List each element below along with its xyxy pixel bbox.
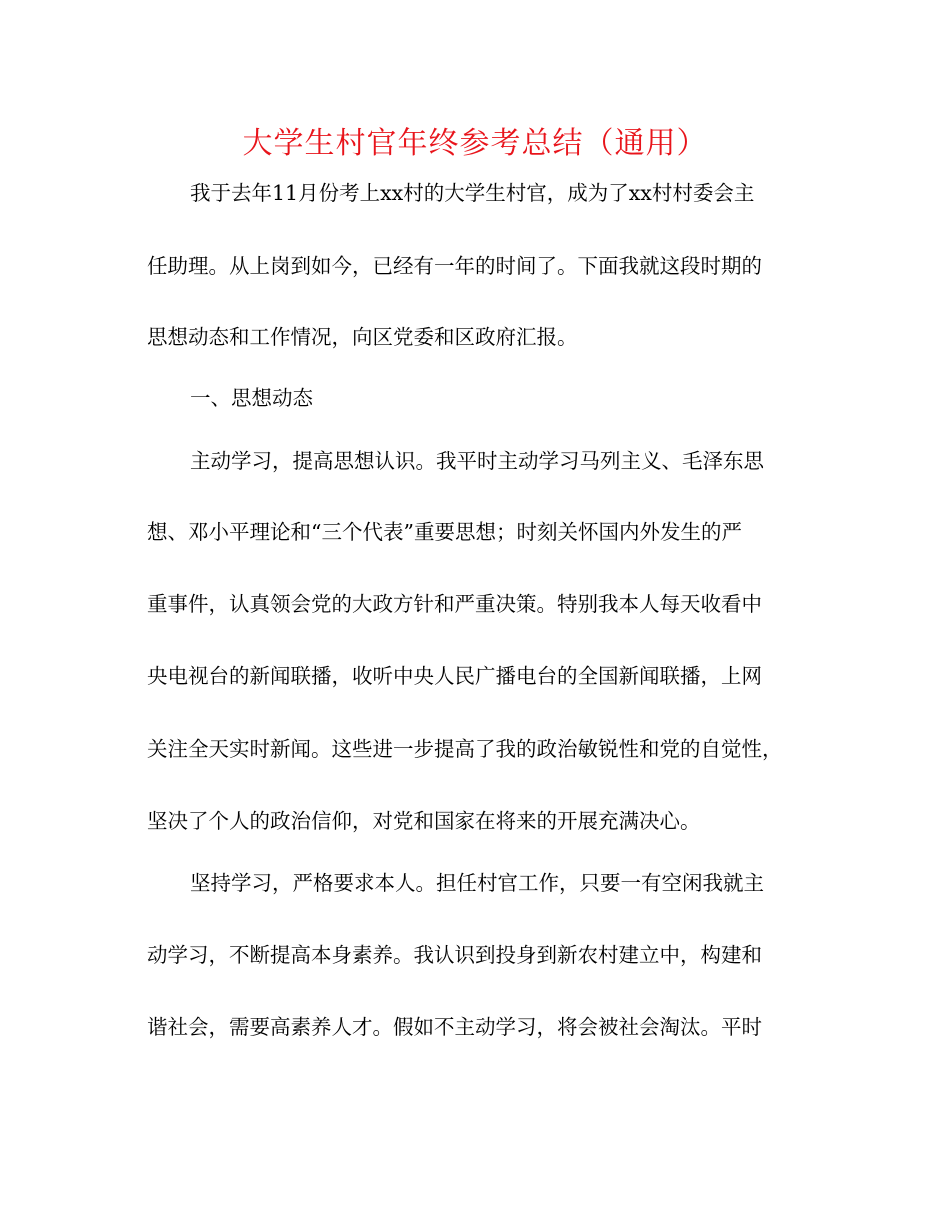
paragraph-line: 主动学习，提高思想认识。我平时主动学习马列主义、毛泽东思 bbox=[190, 449, 764, 473]
paragraph-line: 想、邓小平理论和“三个代表”重要思想；时刻关怀国内外发生的严 bbox=[147, 520, 742, 544]
paragraph-line: 重事件，认真领会党的大政方针和严重决策。特别我本人每天收看中 bbox=[147, 592, 762, 616]
paragraph-line: 我于去年11月份考上xx村的大学生村官，成为了xx村村委会主 bbox=[190, 181, 755, 205]
paragraph-line: 央电视台的新闻联播，收听中央人民广播电台的全国新闻联播，上网 bbox=[147, 664, 762, 688]
paragraph-line: 思想动态和工作情况，向区党委和区政府汇报。 bbox=[147, 325, 578, 349]
section-heading: 一、思想动态 bbox=[190, 386, 313, 410]
paragraph-line: 坚决了个人的政治信仰，对党和国家在将来的开展充满决心。 bbox=[147, 809, 701, 833]
paragraph-line: 关注全天实时新闻。这些进一步提高了我的政治敏锐性和党的自觉性， bbox=[147, 737, 783, 761]
paragraph-line: 动学习，不断提高本身素养。我认识到投身到新农村建立中，构建和 bbox=[147, 943, 762, 967]
paragraph-line: 谐社会，需要高素养人才。假如不主动学习，将会被社会淘汰。平时 bbox=[147, 1015, 762, 1039]
document-title: 大学生村官年终参考总结（通用） bbox=[242, 126, 708, 161]
paragraph-line: 坚持学习，严格要求本人。担任村官工作，只要一有空闲我就主 bbox=[190, 871, 764, 895]
paragraph-line: 任助理。从上岗到如今，已经有一年的时间了。下面我就这段时期的 bbox=[147, 254, 762, 278]
